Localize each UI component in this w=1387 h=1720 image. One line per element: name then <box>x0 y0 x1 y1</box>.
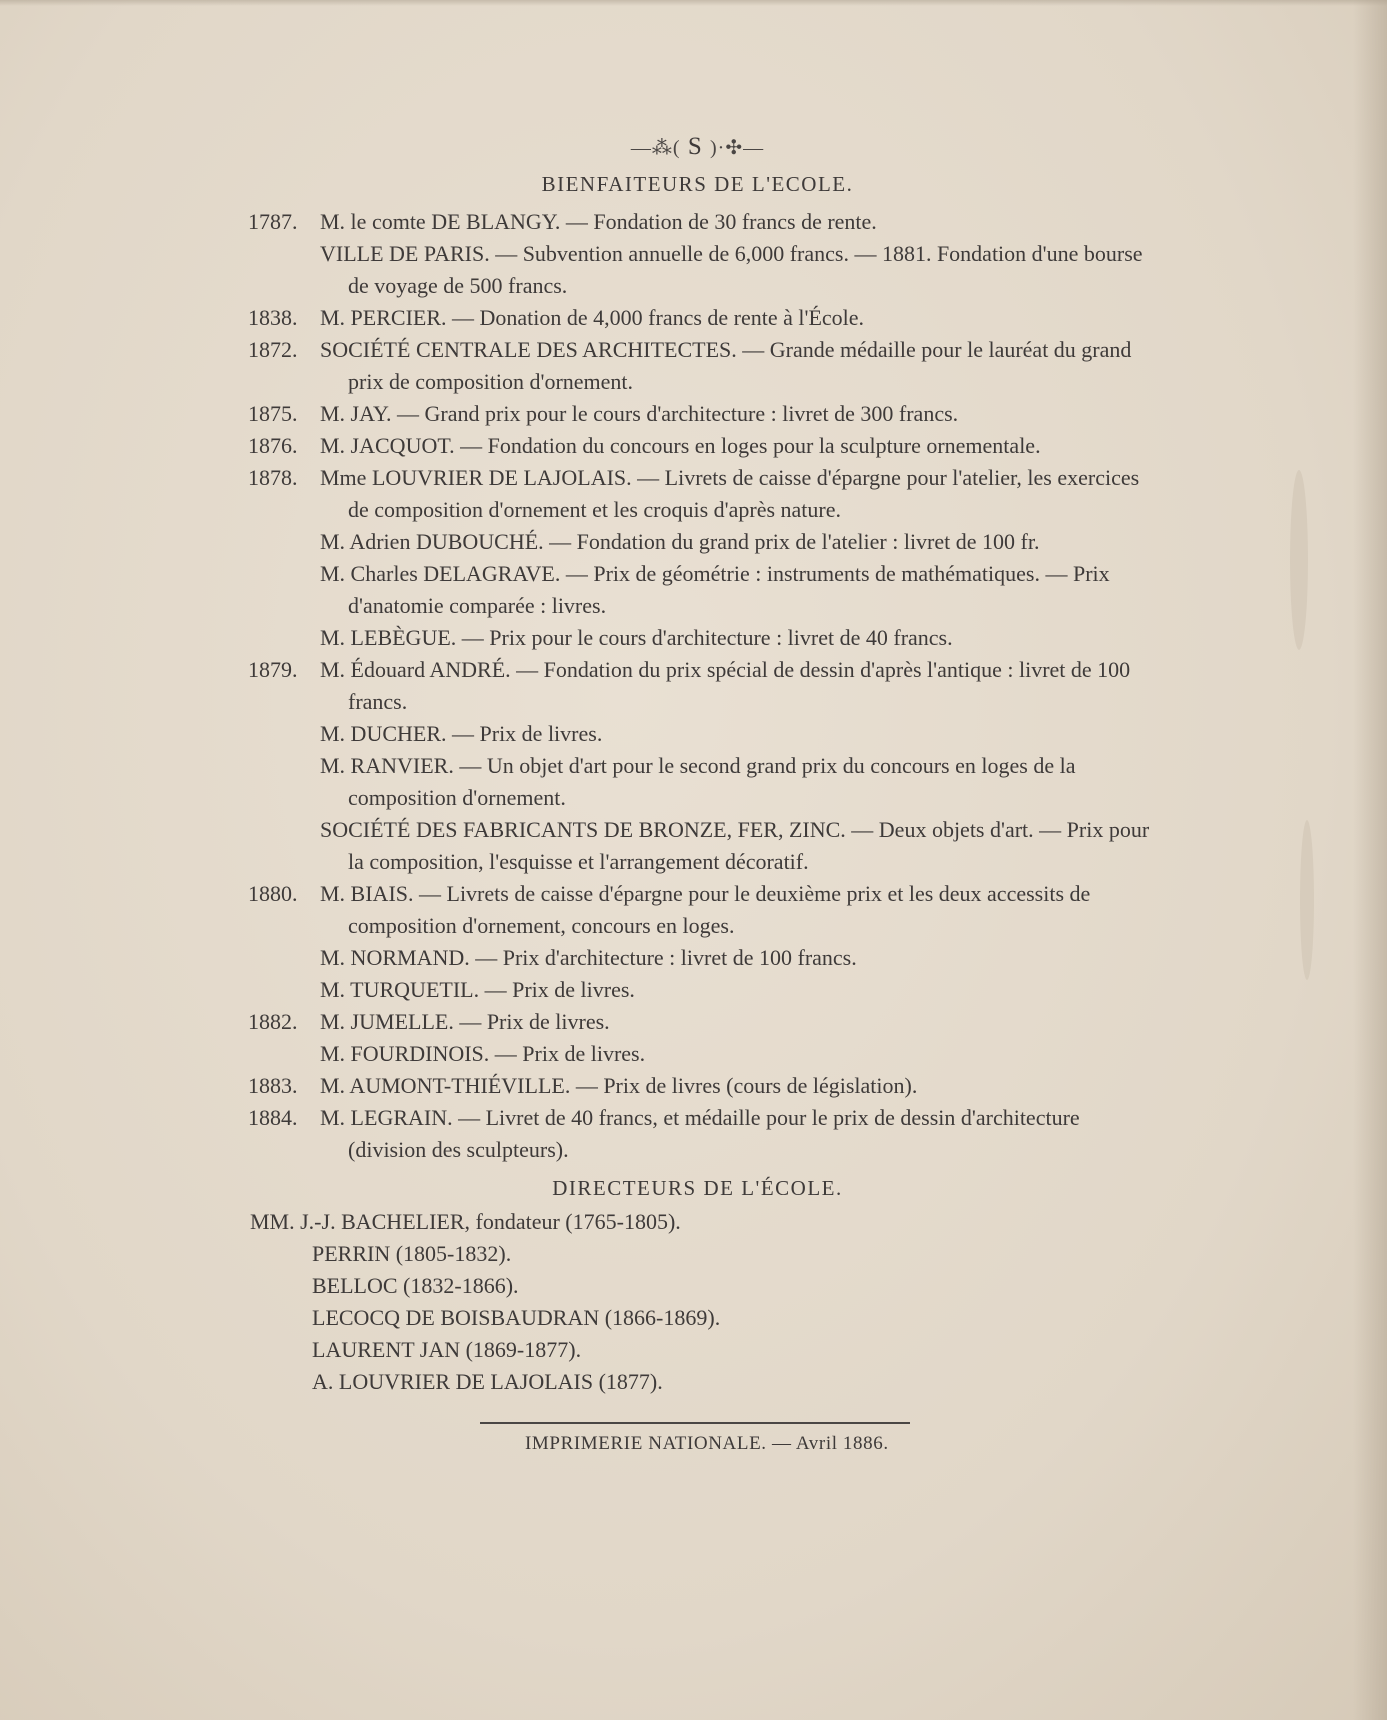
entry-text: M. FOURDINOIS. — Prix de livres. <box>320 1041 646 1066</box>
benefactor-entry <box>240 942 1155 974</box>
entry-year: 1878. <box>248 465 298 490</box>
entry-text: VILLE DE PARIS. — Subvention annuelle de 6,000 francs. — 1881. Fondation d'une bourse de voyage de 500 francs. <box>320 241 1143 298</box>
benefactor-entry <box>240 430 1155 462</box>
benefactor-entry <box>240 398 1155 430</box>
benefactor-entry <box>240 1102 1155 1166</box>
director-entry: PERRIN (1805-1832). <box>312 1241 512 1266</box>
benefactor-entry <box>240 1006 1155 1038</box>
director-entry: LAURENT JAN (1869-1877). <box>312 1337 582 1362</box>
benefactor-entry <box>240 814 1155 878</box>
entry-year: 1884. <box>248 1105 298 1130</box>
benefactor-entry <box>240 302 1155 334</box>
footer-rule <box>480 1422 910 1424</box>
entry-text: M. LEGRAIN. — Livret de 40 francs, et médaille pour le prix de dessin d'architecture (division des sculpteurs). <box>320 1105 1080 1162</box>
entry-text: M. JACQUOT. — Fondation du concours en loges pour la sculpture ornementale. <box>320 433 1041 458</box>
entry-text: SOCIÉTÉ DES FABRICANTS DE BRONZE, FER, ZINC. — Deux objets d'art. — Prix pour la composition, l'esquisse et l'arrangement décoratif. <box>320 817 1150 874</box>
paper-stain <box>1300 820 1314 980</box>
entry-year: 1879. <box>248 657 298 682</box>
director-entry <box>240 1206 1155 1238</box>
entry-text: M. DUCHER. — Prix de livres. <box>320 721 603 746</box>
benefactor-entry <box>240 206 1155 238</box>
benefactor-entry <box>240 238 1155 302</box>
benefactor-entry <box>240 558 1155 622</box>
entry-text: M. NORMAND. — Prix d'architecture : livret de 100 francs. <box>320 945 857 970</box>
entry-text: M. PERCIER. — Donation de 4,000 francs de rente à l'École. <box>320 305 865 330</box>
entry-year: 1787. <box>248 209 298 234</box>
director-entry: BELLOC (1832-1866). <box>312 1273 519 1298</box>
entry-text: M. Édouard ANDRÉ. — Fondation du prix spécial de dessin d'après l'antique : livret de 100 francs. <box>320 657 1131 714</box>
page-top-edge-shadow <box>0 0 1387 6</box>
entry-year: 1880. <box>248 881 298 906</box>
benefactor-entry <box>240 654 1155 718</box>
benefactor-entry <box>240 1070 1155 1102</box>
section-title-bienfaiteurs: BIENFAITEURS DE L'ECOLE. <box>541 172 854 196</box>
entry-text: M. JUMELLE. — Prix de livres. <box>320 1009 610 1034</box>
entry-text: M. BIAIS. — Livrets de caisse d'épargne pour le deuxième prix et les deux accessits de composition d'ornement, concours en loges. <box>320 881 1091 938</box>
benefactor-entry <box>240 526 1155 558</box>
imprint-line: IMPRIMERIE NATIONALE. — Avril 1886. <box>525 1433 889 1454</box>
benefactor-entry <box>240 750 1155 814</box>
entry-year: 1882. <box>248 1009 298 1034</box>
entry-text: M. Adrien DUBOUCHÉ. — Fondation du grand prix de l'atelier : livret de 100 fr. <box>320 529 1040 554</box>
benefactor-entry <box>240 718 1155 750</box>
entry-text: SOCIÉTÉ CENTRALE DES ARCHITECTES. — Grande médaille pour le lauréat du grand prix de composition d'ornement. <box>320 337 1132 394</box>
entry-text: M. AUMONT-THIÉVILLE. — Prix de livres (cours de législation). <box>320 1073 918 1098</box>
entry-year: 1876. <box>248 433 298 458</box>
benefactor-entry <box>240 974 1155 1006</box>
entry-text: M. RANVIER. — Un objet d'art pour le second grand prix du concours en loges de la composition d'ornement. <box>320 753 1076 810</box>
entry-year: 1883. <box>248 1073 298 1098</box>
section-title-directeurs: DIRECTEURS DE L'ÉCOLE. <box>552 1176 843 1200</box>
page-right-edge-shadow <box>1353 0 1387 1720</box>
director-entry: LECOCQ DE BOISBAUDRAN (1866-1869). <box>312 1305 721 1330</box>
benefactor-entry <box>240 622 1155 654</box>
benefactors-list <box>240 206 1155 1166</box>
entry-year: 1875. <box>248 401 298 426</box>
entry-text: M. LEBÈGUE. — Prix pour le cours d'architecture : livret de 40 francs. <box>320 625 953 650</box>
benefactor-entry <box>240 1038 1155 1070</box>
page-number-header <box>240 130 1155 164</box>
directors-prefix: MM. <box>250 1209 295 1234</box>
page-content <box>240 130 1155 1458</box>
benefactor-entry <box>240 878 1155 942</box>
director-name: J.-J. BACHELIER, fondateur (1765-1805). <box>300 1209 681 1234</box>
benefactor-entry <box>240 462 1155 526</box>
director-entry: A. LOUVRIER DE LAJOLAIS (1877). <box>312 1369 663 1394</box>
paper-stain <box>1290 470 1308 650</box>
benefactor-entry <box>240 334 1155 398</box>
entry-text: M. Charles DELAGRAVE. — Prix de géométrie : instruments de mathématiques. — Prix d'anatomie comparée : livres. <box>320 561 1110 618</box>
entry-year: 1838. <box>248 305 298 330</box>
entry-text: Mme LOUVRIER DE LAJOLAIS. — Livrets de caisse d'épargne pour l'atelier, les exercices de composition d'ornement et les croquis d'après nature. <box>320 465 1140 522</box>
header-ornament-right: )·✣— <box>710 137 765 159</box>
entry-text: M. le comte DE BLANGY. — Fondation de 30 francs de rente. <box>320 209 877 234</box>
header-ornament-left: —⁂( <box>630 137 681 159</box>
entry-text: M. JAY. — Grand prix pour le cours d'architecture : livret de 300 francs. <box>320 401 959 426</box>
entry-year: 1872. <box>248 337 298 362</box>
page-number: S <box>687 133 703 160</box>
entry-text: M. TURQUETIL. — Prix de livres. <box>320 977 635 1002</box>
directors-list <box>240 1206 1155 1398</box>
